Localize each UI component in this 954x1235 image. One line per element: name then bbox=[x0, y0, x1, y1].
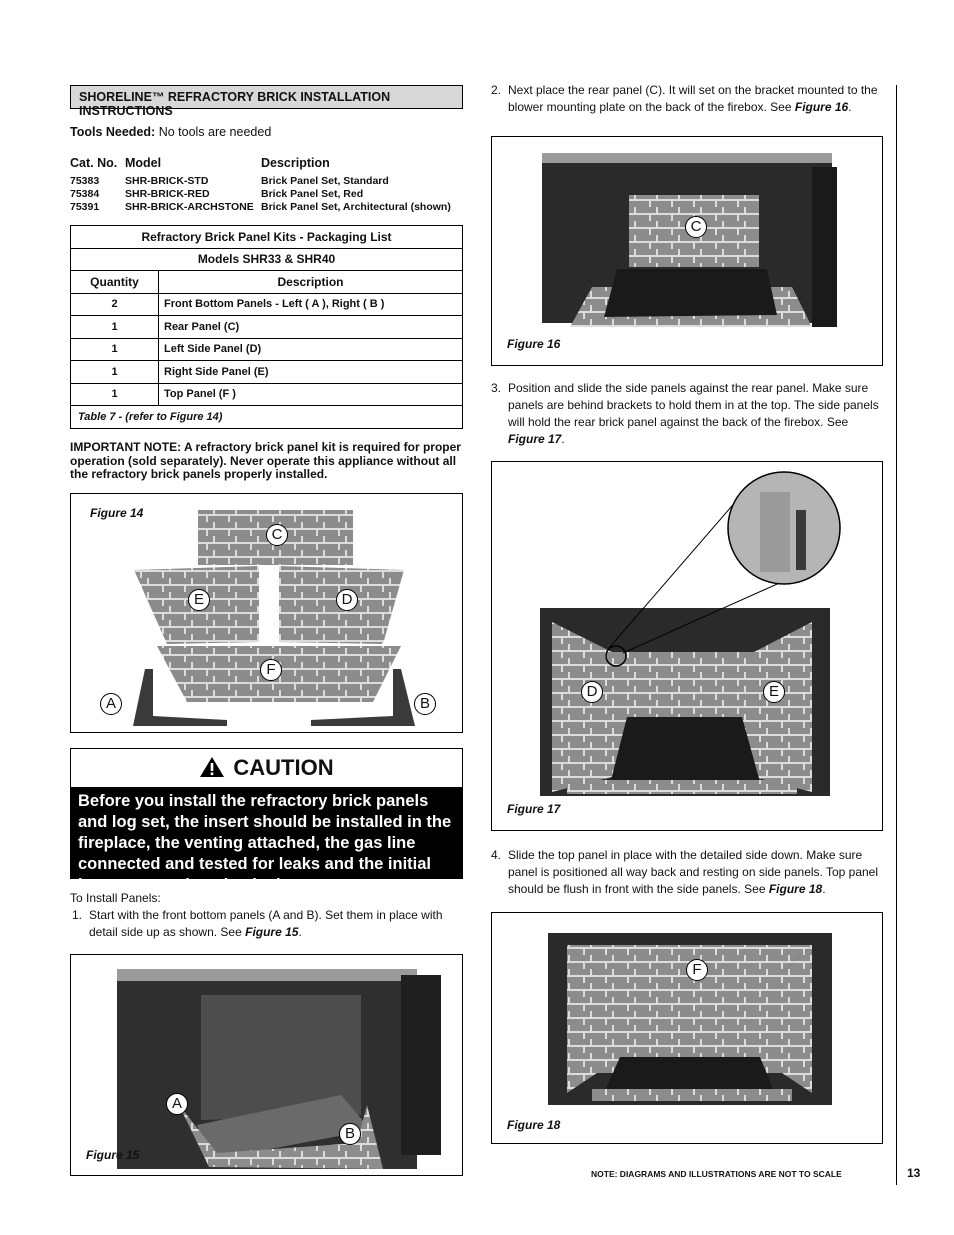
step-figure-ref: Figure 15 bbox=[245, 925, 299, 939]
panel-letter-a: A bbox=[166, 1093, 188, 1115]
caution-header bbox=[71, 749, 462, 787]
step-number: 1. bbox=[72, 908, 83, 922]
table-row bbox=[71, 316, 463, 339]
step-number: 2. bbox=[491, 83, 502, 97]
caution-body: Before you install the refractory brick panels and log set, the insert should be installed in the fireplace, the venting attached, the gas line connected and tested for leaks and the initial burner operation checked. bbox=[71, 787, 462, 879]
figure-18-label: Figure 18 bbox=[507, 1118, 561, 1132]
step-figure-ref: Figure 16 bbox=[794, 100, 849, 114]
figure-15-label: Figure 15 bbox=[86, 1148, 140, 1162]
table-models: Models SHR33 & SHR40 bbox=[71, 248, 463, 271]
description-header: Description bbox=[261, 156, 330, 170]
catalog-cat: 75384 bbox=[70, 188, 100, 200]
figure-15 bbox=[70, 954, 463, 1176]
row-qty: 1 bbox=[71, 361, 159, 384]
tools-needed bbox=[70, 125, 271, 139]
row-desc: Right Side Panel (E) bbox=[159, 361, 463, 384]
tools-label: Tools Needed: bbox=[70, 125, 156, 139]
row-qty: 1 bbox=[71, 338, 159, 361]
figure-14 bbox=[70, 493, 463, 733]
catalog-desc: Brick Panel Set, Architectural (shown) bbox=[261, 201, 451, 213]
figure-16-illustration bbox=[492, 137, 883, 366]
step-end: . bbox=[298, 925, 302, 939]
catalog-desc: Brick Panel Set, Red bbox=[261, 188, 364, 200]
step-text: Next place the rear panel (C). It will set on the bracket mounted to the blower mounting plate on the back of the firebox. See bbox=[508, 83, 878, 114]
panel-letter-f: F bbox=[686, 959, 708, 981]
panel-letter-c: C bbox=[685, 216, 707, 238]
row-desc: Left Side Panel (D) bbox=[159, 338, 463, 361]
cat-no-header: Cat. No. bbox=[70, 156, 118, 170]
figure-18 bbox=[491, 912, 883, 1144]
warning-icon bbox=[199, 756, 225, 784]
catalog-model: SHR-BRICK-RED bbox=[125, 188, 210, 200]
catalog-cat-col bbox=[70, 175, 99, 214]
table-title: Refractory Brick Panel Kits - Packaging List bbox=[71, 226, 463, 249]
figure-16-label: Figure 16 bbox=[507, 337, 561, 351]
figure-17-illustration bbox=[492, 462, 883, 831]
step-figure-ref: Figure 18 bbox=[768, 882, 823, 896]
model-header: Model bbox=[125, 156, 162, 170]
row-qty: 1 bbox=[71, 316, 159, 339]
table-row bbox=[71, 361, 463, 384]
step-3 bbox=[491, 380, 886, 448]
section-title: SHORELINE™ REFRACTORY BRICK INSTALLATION INSTRUCTIONS bbox=[70, 85, 463, 109]
row-desc: Rear Panel (C) bbox=[159, 316, 463, 339]
panel-letter-b: B bbox=[339, 1123, 361, 1145]
panel-letter-b: B bbox=[414, 693, 436, 715]
step-end: . bbox=[822, 882, 826, 896]
row-desc: Front Bottom Panels - Left ( A ), Right ( B ) bbox=[159, 293, 463, 316]
panel-letter-f: F bbox=[260, 659, 282, 681]
row-desc: Top Panel (F ) bbox=[159, 383, 463, 406]
catalog-cat: 75391 bbox=[70, 201, 100, 213]
page-number: 13 bbox=[907, 1166, 921, 1180]
catalog-model: SHR-BRICK-ARCHSTONE bbox=[125, 201, 254, 213]
figure-17 bbox=[491, 461, 883, 831]
panel-letter-e: E bbox=[188, 589, 210, 611]
tools-value: No tools are needed bbox=[158, 125, 272, 139]
step-text: Start with the front bottom panels (A and B). Set them in place with detail side up as shown. See bbox=[89, 908, 443, 939]
table-caption: Table 7 - (refer to Figure 14) bbox=[71, 406, 463, 429]
not-to-scale-note: NOTE: DIAGRAMS AND ILLUSTRATIONS ARE NOT TO SCALE bbox=[591, 1169, 842, 1179]
step-end: . bbox=[561, 432, 565, 446]
row-qty: 1 bbox=[71, 383, 159, 406]
catalog-model: SHR-BRICK-STD bbox=[125, 175, 209, 187]
figure-15-illustration bbox=[71, 955, 463, 1176]
important-note: IMPORTANT NOTE: A refractory brick panel kit is required for proper operation (sold separately). Never operate this appliance without all the refractory brick panels properly installed. bbox=[70, 440, 461, 481]
panel-letter-d: D bbox=[336, 589, 358, 611]
table-col-quantity: Quantity bbox=[71, 271, 159, 294]
catalog-desc-col bbox=[261, 175, 451, 214]
step-1 bbox=[72, 907, 465, 941]
step-number: 3. bbox=[491, 381, 502, 395]
step-4 bbox=[491, 847, 886, 898]
figure-18-illustration bbox=[492, 913, 883, 1144]
install-intro: To Install Panels: bbox=[70, 891, 161, 905]
catalog-model-col bbox=[125, 175, 254, 214]
table-row bbox=[71, 383, 463, 406]
step-figure-ref: Figure 17 bbox=[508, 432, 562, 446]
table-row bbox=[71, 293, 463, 316]
caution-title: CAUTION bbox=[233, 755, 334, 780]
figure-17-label: Figure 17 bbox=[507, 802, 561, 816]
step-2 bbox=[491, 82, 886, 116]
panel-letter-c: C bbox=[266, 524, 288, 546]
figure-16 bbox=[491, 136, 883, 366]
catalog-cat: 75383 bbox=[70, 175, 100, 187]
step-number: 4. bbox=[491, 848, 502, 862]
catalog-desc: Brick Panel Set, Standard bbox=[261, 175, 389, 187]
column-divider bbox=[896, 85, 897, 1185]
packaging-table bbox=[70, 225, 463, 429]
figure-14-label: Figure 14 bbox=[90, 506, 144, 520]
caution-box bbox=[70, 748, 463, 894]
panel-letter-d: D bbox=[581, 681, 603, 703]
step-end: . bbox=[848, 100, 852, 114]
step-text: Slide the top panel in place with the detailed side down. Make sure panel is positioned all way back and resting on side panels. Top panel should be flush in front with the side panels. See bbox=[508, 848, 879, 896]
table-col-description: Description bbox=[159, 271, 463, 294]
panel-letter-e: E bbox=[763, 681, 785, 703]
table-row bbox=[71, 338, 463, 361]
panel-letter-a: A bbox=[100, 693, 122, 715]
row-qty: 2 bbox=[71, 293, 159, 316]
step-text: Position and slide the side panels against the rear panel. Make sure panels are behind brackets to hold them in at the top. The side panels will hold the rear brick panel against the back of the firebox. See bbox=[508, 381, 879, 429]
